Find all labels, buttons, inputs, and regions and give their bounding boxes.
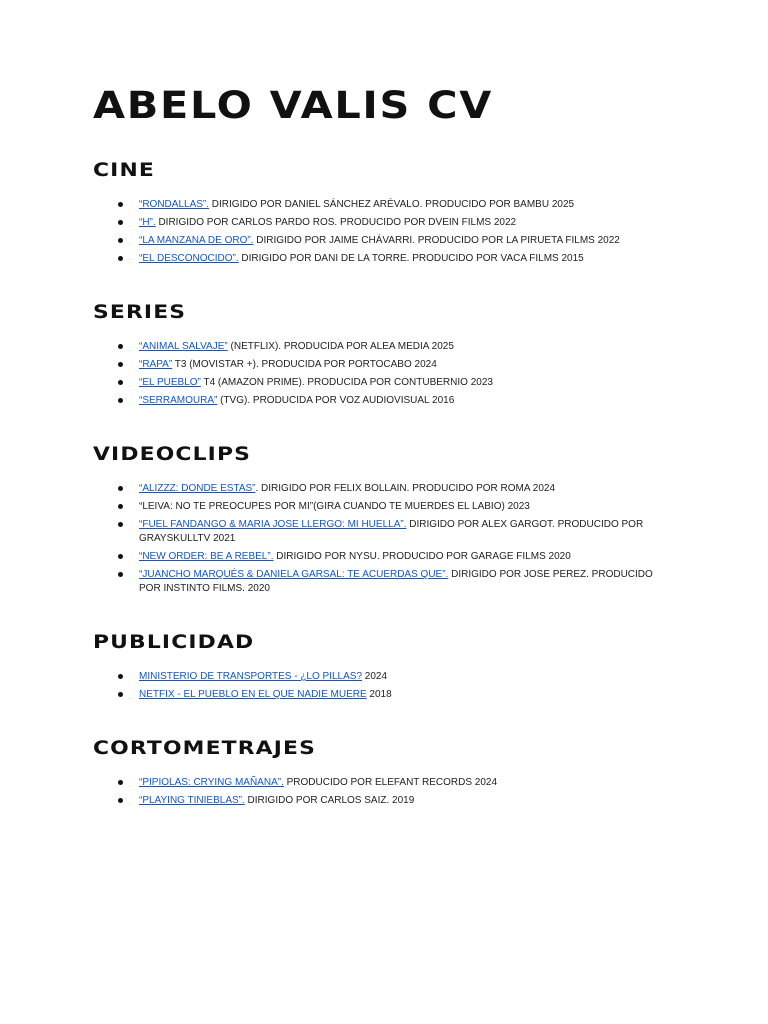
list-item bbox=[139, 670, 668, 684]
item-link[interactable]: “PLAYING TINIEBLAS”. bbox=[139, 795, 245, 806]
cv-title: ABELO VALIS CV bbox=[93, 84, 493, 127]
list-item bbox=[139, 776, 668, 790]
item-text: DIRIGIDO POR ALEX GARGOT. PRODUCIDO POR GRAYSKULLTV 2021 bbox=[139, 519, 644, 544]
item-text: 2024 bbox=[362, 671, 388, 682]
item-link[interactable]: “NEW ORDER: BE A REBEL”. bbox=[139, 551, 274, 562]
list-item bbox=[139, 550, 668, 564]
item-link[interactable]: NETFIX - EL PUEBLO EN EL QUE NADIE MUERE bbox=[139, 689, 367, 700]
item-link[interactable]: “EL PUEBLO” bbox=[139, 377, 201, 388]
list-item bbox=[139, 568, 668, 596]
item-text: 2018 bbox=[366, 689, 392, 700]
item-text: . DIRIGIDO POR FELIX BOLLAIN. PRODUCIDO POR ROMA 2024 bbox=[255, 483, 556, 494]
item-link[interactable]: “ANIMAL SALVAJE” bbox=[139, 341, 228, 352]
item-text: T4 (AMAZON PRIME). PRODUCIDA POR CONTUBERNIO 2023 bbox=[200, 377, 493, 388]
item-list bbox=[93, 482, 668, 596]
section-heading: SERIES bbox=[93, 301, 187, 323]
list-item bbox=[139, 358, 668, 372]
item-link[interactable]: “JUANCHO MARQUÉS & DANIELA GARSAL: TE ACUERDAS QUE”. bbox=[139, 569, 449, 580]
item-text: DIRIGIDO POR DANIEL SÁNCHEZ ARÉVALO. PRODUCIDO POR BAMBU 2025 bbox=[209, 199, 575, 210]
list-item bbox=[139, 518, 668, 546]
item-text: DIRIGIDO POR CARLOS PARDO ROS. PRODUCIDO POR DVEIN FILMS 2022 bbox=[155, 217, 517, 228]
item-text: DIRIGIDO POR CARLOS SAIZ. 2019 bbox=[244, 795, 415, 806]
list-item bbox=[139, 216, 668, 230]
section-videoclips bbox=[93, 442, 668, 596]
list-item bbox=[139, 340, 668, 354]
item-link[interactable]: “H”. bbox=[139, 217, 156, 228]
item-text: DIRIGIDO POR JAIME CHÁVARRI. PRODUCIDO POR LA PIRUETA FILMS 2022 bbox=[253, 235, 620, 246]
section-heading: CINE bbox=[93, 159, 155, 181]
section-cortometrajes bbox=[93, 736, 668, 808]
list-item bbox=[139, 376, 668, 390]
item-link[interactable]: “PIPIOLAS: CRYING MAÑANA”. bbox=[139, 777, 284, 788]
item-text: “LEIVA: NO TE PREOCUPES POR MI”(GIRA CUANDO TE MUERDES EL LABIO) 2023 bbox=[139, 501, 530, 512]
item-text: DIRIGIDO POR JOSE PEREZ. PRODUCIDO POR INSTINTO FILMS. 2020 bbox=[139, 569, 653, 594]
item-list bbox=[93, 198, 668, 266]
item-link[interactable]: “ALIZZZ: DONDE ESTAS” bbox=[139, 483, 256, 494]
list-item bbox=[139, 394, 668, 408]
item-link[interactable]: “RONDALLAS”. bbox=[139, 199, 210, 210]
item-text: (NETFLIX). PRODUCIDA POR ALEA MEDIA 2025 bbox=[227, 341, 454, 352]
list-item bbox=[139, 794, 668, 808]
item-link[interactable]: “RAPA” bbox=[139, 359, 173, 370]
section-series bbox=[93, 300, 668, 408]
item-text: PRODUCIDO POR ELEFANT RECORDS 2024 bbox=[283, 777, 498, 788]
item-text: DIRIGIDO POR NYSU. PRODUCIDO POR GARAGE FILMS 2020 bbox=[273, 551, 571, 562]
list-item bbox=[139, 482, 668, 496]
item-link[interactable]: MINISTERIO DE TRANSPORTES - ¿LO PILLAS? bbox=[139, 671, 363, 682]
list-item bbox=[139, 688, 668, 702]
item-link[interactable]: “LA MANZANA DE ORO”. bbox=[139, 235, 254, 246]
item-link[interactable]: “EL DESCONOCIDO”. bbox=[139, 253, 239, 264]
section-heading: VIDEOCLIPS bbox=[93, 443, 252, 465]
item-list bbox=[93, 670, 668, 702]
list-item bbox=[139, 252, 668, 266]
section-heading: CORTOMETRAJES bbox=[93, 737, 316, 759]
list-item bbox=[139, 198, 668, 212]
item-text: DIRIGIDO POR DANI DE LA TORRE. PRODUCIDO POR VACA FILMS 2015 bbox=[238, 253, 584, 264]
section-heading: PUBLICIDAD bbox=[93, 631, 255, 653]
item-text: (TVG). PRODUCIDA POR VOZ AUDIOVISUAL 2016 bbox=[217, 395, 455, 406]
item-text: T3 (MOVISTAR +). PRODUCIDA POR PORTOCABO 2024 bbox=[172, 359, 437, 370]
item-link[interactable]: “SERRAMOURA” bbox=[139, 395, 218, 406]
section-publicidad bbox=[93, 630, 668, 702]
item-link[interactable]: “FUEL FANDANGO & MARIA JOSE LLERGO: MI HUELLA”. bbox=[139, 519, 407, 530]
item-list bbox=[93, 776, 668, 808]
section-cine bbox=[93, 158, 668, 266]
item-list bbox=[93, 340, 668, 408]
list-item bbox=[139, 234, 668, 248]
list-item bbox=[139, 500, 668, 514]
